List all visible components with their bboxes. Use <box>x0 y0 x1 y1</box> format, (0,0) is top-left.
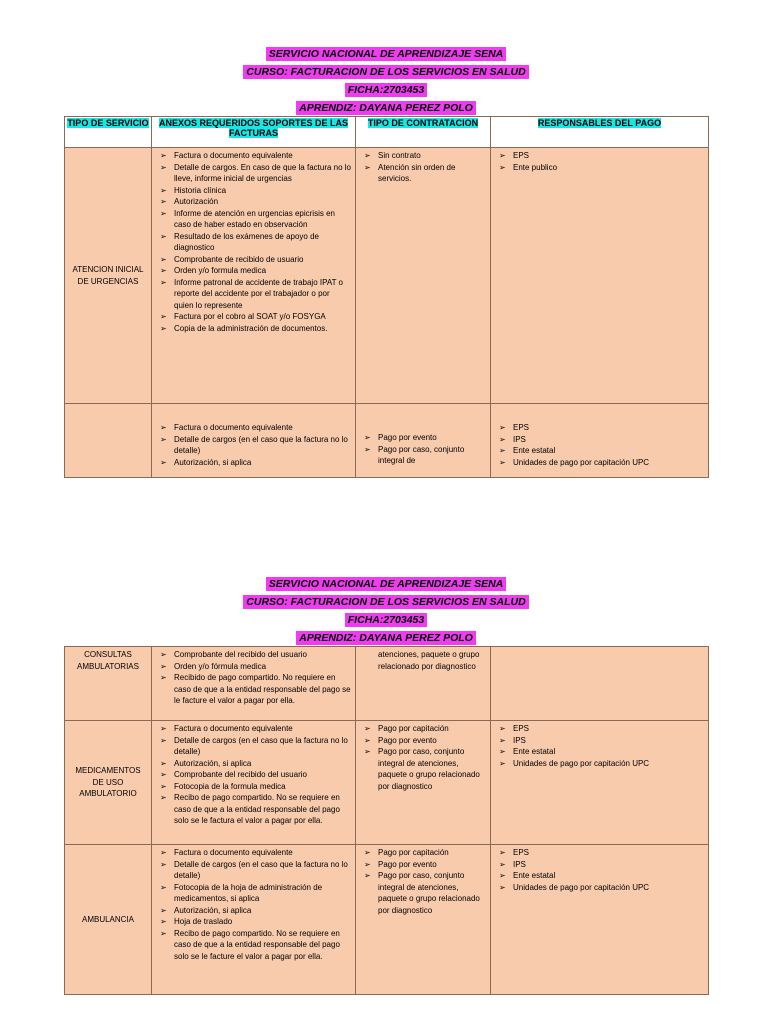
contratacion-cell <box>356 721 491 845</box>
list-item <box>156 792 351 827</box>
arrow-bullet-icon: ➢ <box>160 793 167 802</box>
list-item-text: IPS <box>513 434 526 444</box>
list-item <box>495 847 704 859</box>
arrow-bullet-icon: ➢ <box>160 859 167 869</box>
arrow-bullet-icon: ➢ <box>160 208 167 218</box>
list-item-text: Resultado de los exámenes de apoyo de diagnostico <box>174 231 319 252</box>
table-row <box>65 845 709 995</box>
arrow-bullet-icon: ➢ <box>160 162 167 172</box>
arrow-bullet-icon: ➢ <box>499 758 506 768</box>
table-header-row <box>65 117 709 148</box>
billing-table-continued <box>64 646 709 995</box>
arrow-bullet-icon: ➢ <box>160 724 167 733</box>
list-item-text: Detalle de cargos (en el caso que la factura no lo detalle) <box>174 859 348 880</box>
arrow-bullet-icon: ➢ <box>160 423 167 432</box>
list-item <box>156 323 351 335</box>
list-item <box>156 661 351 673</box>
table-row <box>65 404 709 478</box>
list-item-text: EPS <box>513 151 530 160</box>
header-ficha: FICHA:2703453 <box>345 83 427 97</box>
list-item <box>495 422 704 434</box>
arrow-bullet-icon: ➢ <box>160 928 167 938</box>
arrow-bullet-icon: ➢ <box>364 735 371 745</box>
list-item <box>156 457 351 469</box>
arrow-bullet-icon: ➢ <box>364 151 371 160</box>
list-item <box>495 150 704 162</box>
arrow-bullet-icon: ➢ <box>499 871 506 880</box>
responsables-cell <box>491 148 709 404</box>
list-item-text: Pago por evento <box>378 735 437 745</box>
arrow-bullet-icon: ➢ <box>364 848 371 857</box>
list-item-text: Informe patronal de accidente de trabajo IPAT o reporte del accidente por el trabajador o por quien lo represente <box>174 277 343 310</box>
list-item <box>495 457 704 469</box>
list-item <box>156 735 351 758</box>
arrow-bullet-icon: ➢ <box>499 434 506 444</box>
arrow-bullet-icon: ➢ <box>364 871 371 880</box>
arrow-bullet-icon: ➢ <box>364 747 371 756</box>
list-item-text: Factura o documento equivalente <box>174 848 293 857</box>
list-item-text: Factura o documento equivalente <box>174 151 293 160</box>
list-item-text: EPS <box>513 724 530 733</box>
list-item <box>495 758 704 770</box>
arrow-bullet-icon: ➢ <box>160 650 167 659</box>
list-item-text: Pago por capitación <box>378 724 449 733</box>
list-item-text: Orden y/o formula medica <box>174 266 267 275</box>
list-item <box>156 769 351 781</box>
anexos-cell <box>152 721 356 845</box>
table-row <box>65 647 709 721</box>
list-item-text: EPS <box>513 848 530 857</box>
list-item-text: Ente estatal <box>513 446 556 455</box>
arrow-bullet-icon: ➢ <box>160 661 167 671</box>
list-item-text: Comprobante del recibido del usuario <box>174 770 307 779</box>
list-item <box>156 649 351 661</box>
arrow-bullet-icon: ➢ <box>364 859 371 869</box>
document-page-2 <box>64 574 708 986</box>
header-institution: SERVICIO NACIONAL DE APRENDIZAJE SENA <box>266 577 507 591</box>
arrow-bullet-icon: ➢ <box>160 277 167 287</box>
arrow-bullet-icon: ➢ <box>364 724 371 733</box>
arrow-bullet-icon: ➢ <box>160 848 167 857</box>
list-item <box>156 231 351 254</box>
responsables-cell <box>491 845 709 995</box>
list-item <box>495 434 704 446</box>
list-item <box>360 735 486 747</box>
arrow-bullet-icon: ➢ <box>160 266 167 275</box>
list-item <box>495 882 704 894</box>
list-item <box>495 735 704 747</box>
arrow-bullet-icon: ➢ <box>160 770 167 779</box>
list-item <box>495 162 704 174</box>
list-item <box>156 254 351 266</box>
document-page-1 <box>64 44 708 467</box>
list-item <box>156 277 351 312</box>
arrow-bullet-icon: ➢ <box>160 312 167 321</box>
arrow-bullet-icon: ➢ <box>160 882 167 892</box>
list-item-text: Recibido de pago compartido. No requiere en caso de que a la entidad responsable del pago se le facture el valor a pagar por ella. <box>174 673 351 705</box>
anexos-cell <box>152 148 356 404</box>
table-row <box>65 148 709 404</box>
header-course: CURSO: FACTURACION DE LOS SERVICIOS EN SALUD <box>243 595 528 609</box>
arrow-bullet-icon: ➢ <box>160 231 167 241</box>
list-item-text: Pago por evento <box>378 433 437 442</box>
col-header-tipo: TIPO DE SERVICIO <box>65 117 152 148</box>
arrow-bullet-icon: ➢ <box>499 457 506 467</box>
list-item <box>495 870 704 882</box>
list-item-text: Unidades de pago por capitación UPC <box>513 457 650 467</box>
list-item-text: Pago por caso, conjunto integral de atenciones, paquete o grupo relacionado por diagnostico <box>378 747 480 791</box>
list-item <box>156 672 351 707</box>
list-item <box>156 882 351 905</box>
list-item-text: Fotocopia de la formula medica <box>174 781 286 791</box>
list-item <box>360 870 486 916</box>
list-item <box>156 723 351 735</box>
list-item-text: Unidades de pago por capitación UPC <box>513 882 650 892</box>
list-item-text: Unidades de pago por capitación UPC <box>513 758 650 768</box>
arrow-bullet-icon: ➢ <box>499 724 506 733</box>
list-item <box>156 185 351 197</box>
list-item <box>360 746 486 792</box>
arrow-bullet-icon: ➢ <box>160 254 167 264</box>
list-item-text: Fotocopia de la hoja de administración de medicamentos, si aplica <box>174 882 323 903</box>
service-name: CONSULTAS AMBULATORIAS <box>65 647 152 721</box>
responsables-cell <box>491 404 709 478</box>
arrow-bullet-icon: ➢ <box>160 758 167 768</box>
anexos-cell <box>152 404 356 478</box>
list-item <box>156 150 351 162</box>
responsables-cell <box>491 721 709 845</box>
list-item <box>156 928 351 963</box>
arrow-bullet-icon: ➢ <box>160 151 167 160</box>
anexos-cell <box>152 647 356 721</box>
list-item-text: Autorización, si aplica <box>174 905 252 915</box>
list-item-text: Recibo de pago compartido. No se requiere en caso de que a la entidad responsable del pago solo se le factura el valor a pagar por ella. <box>174 793 340 825</box>
billing-table <box>64 116 709 478</box>
contratacion-cell: atenciones, paquete o grupo relacionado por diagnostico <box>356 647 491 721</box>
list-item <box>156 162 351 185</box>
list-item <box>495 723 704 735</box>
header-ficha: FICHA:2703453 <box>345 613 427 627</box>
arrow-bullet-icon: ➢ <box>499 747 506 756</box>
list-item-text: Detalle de cargos (en el caso que la factura no lo detalle) <box>174 735 348 756</box>
arrow-bullet-icon: ➢ <box>499 848 506 857</box>
list-item-text: Historia clínica <box>174 185 227 195</box>
col-header-anexos: ANEXOS REQUERIDOS SOPORTES DE LAS FACTURAS <box>152 117 356 148</box>
list-item <box>156 434 351 457</box>
list-item <box>156 758 351 770</box>
list-item <box>156 847 351 859</box>
list-item-text: Factura o documento equivalente <box>174 423 293 432</box>
list-item <box>360 162 486 185</box>
header-apprentice: APRENDIZ: DAYANA PEREZ POLO <box>296 101 476 115</box>
list-item-text: IPS <box>513 859 526 869</box>
arrow-bullet-icon: ➢ <box>160 781 167 791</box>
list-item-text: Autorización, si aplica <box>174 758 252 768</box>
list-item <box>360 432 486 444</box>
list-item-text: Sin contrato <box>378 151 421 160</box>
arrow-bullet-icon: ➢ <box>160 673 167 682</box>
list-item <box>360 847 486 859</box>
list-item-text: Pago por caso, conjunto integral de atenciones, paquete o grupo relacionado por diagnostico <box>378 871 480 915</box>
list-item-text: Atención sin orden de servicios. <box>378 162 456 183</box>
header-institution: SERVICIO NACIONAL DE APRENDIZAJE SENA <box>266 47 507 61</box>
page-header <box>64 574 708 646</box>
contratacion-cell <box>356 404 491 478</box>
col-header-responsables: RESPONSABLES DEL PAGO <box>491 117 709 148</box>
arrow-bullet-icon: ➢ <box>364 162 371 172</box>
responsables-cell <box>491 647 709 721</box>
list-item <box>156 265 351 277</box>
list-item-text: Autorización, si aplica <box>174 457 252 467</box>
list-item-text: Factura o documento equivalente <box>174 724 293 733</box>
arrow-bullet-icon: ➢ <box>499 735 506 745</box>
list-item <box>360 859 486 871</box>
list-item <box>495 746 704 758</box>
arrow-bullet-icon: ➢ <box>499 423 506 432</box>
header-apprentice: APRENDIZ: DAYANA PEREZ POLO <box>296 631 476 645</box>
list-item <box>156 916 351 928</box>
list-item-text: Detalle de cargos (en el caso que la factura no lo detalle) <box>174 434 348 455</box>
arrow-bullet-icon: ➢ <box>499 162 506 172</box>
list-item-text: Comprobante del recibido del usuario <box>174 650 307 659</box>
list-item-text: IPS <box>513 735 526 745</box>
arrow-bullet-icon: ➢ <box>499 859 506 869</box>
list-item-text: Orden y/o fórmula medica <box>174 661 267 671</box>
list-item <box>156 196 351 208</box>
list-item-text: Autorización <box>174 197 219 206</box>
list-item <box>156 208 351 231</box>
list-item-text: Ente estatal <box>513 747 556 756</box>
arrow-bullet-icon: ➢ <box>160 457 167 467</box>
list-item <box>156 311 351 323</box>
col-header-contratacion: TIPO DE CONTRATACION <box>356 117 491 148</box>
list-item-text: Hoja de traslado <box>174 917 233 926</box>
service-name <box>65 404 152 478</box>
arrow-bullet-icon: ➢ <box>499 446 506 455</box>
service-name: AMBULANCIA <box>65 845 152 995</box>
arrow-bullet-icon: ➢ <box>160 197 167 206</box>
arrow-bullet-icon: ➢ <box>160 917 167 926</box>
list-item-text: Factura por el cobro al SOAT y/o FOSYGA <box>174 312 326 321</box>
arrow-bullet-icon: ➢ <box>160 434 167 444</box>
list-item <box>156 781 351 793</box>
arrow-bullet-icon: ➢ <box>499 151 506 160</box>
arrow-bullet-icon: ➢ <box>160 323 167 333</box>
arrow-bullet-icon: ➢ <box>160 735 167 745</box>
list-item <box>495 859 704 871</box>
page-header <box>64 44 708 116</box>
arrow-bullet-icon: ➢ <box>160 185 167 195</box>
arrow-bullet-icon: ➢ <box>364 433 371 442</box>
table-row <box>65 721 709 845</box>
contratacion-cell <box>356 148 491 404</box>
list-item-text: Detalle de cargos. En caso de que la factura no lo lleve, informe inicial de urgencias <box>174 162 351 183</box>
list-item-text: EPS <box>513 423 530 432</box>
list-item-text: Pago por evento <box>378 859 437 869</box>
arrow-bullet-icon: ➢ <box>364 444 371 454</box>
contratacion-cell <box>356 845 491 995</box>
list-item-text: Pago por caso, conjunto integral de <box>378 444 465 465</box>
list-item-text: Recibo de pago compartido. No se requiere en caso de que a la entidad responsable del pago solo se le facture el valor a pagar por ella. <box>174 928 340 961</box>
list-item <box>360 150 486 162</box>
list-item <box>156 859 351 882</box>
list-item-text: Comprobante de recibido de usuario <box>174 254 304 264</box>
list-item-text: Pago por capitación <box>378 848 449 857</box>
list-item <box>495 445 704 457</box>
arrow-bullet-icon: ➢ <box>160 905 167 915</box>
list-item-text: Ente publico <box>513 162 558 172</box>
list-item-text: Informe de atención en urgencias epicrisis en caso de haber estado en observación <box>174 208 335 229</box>
list-item <box>156 905 351 917</box>
service-name: ATENCION INICIAL DE URGENCIAS <box>65 148 152 404</box>
service-name: MEDICAMENTOS DE USO AMBULATORIO <box>65 721 152 845</box>
list-item-text: Ente estatal <box>513 871 556 880</box>
header-course: CURSO: FACTURACION DE LOS SERVICIOS EN SALUD <box>243 65 528 79</box>
anexos-cell <box>152 845 356 995</box>
list-item <box>156 422 351 434</box>
arrow-bullet-icon: ➢ <box>499 882 506 892</box>
list-item-text: Copia de la administración de documentos. <box>174 323 328 333</box>
list-item <box>360 444 486 467</box>
list-item <box>360 723 486 735</box>
